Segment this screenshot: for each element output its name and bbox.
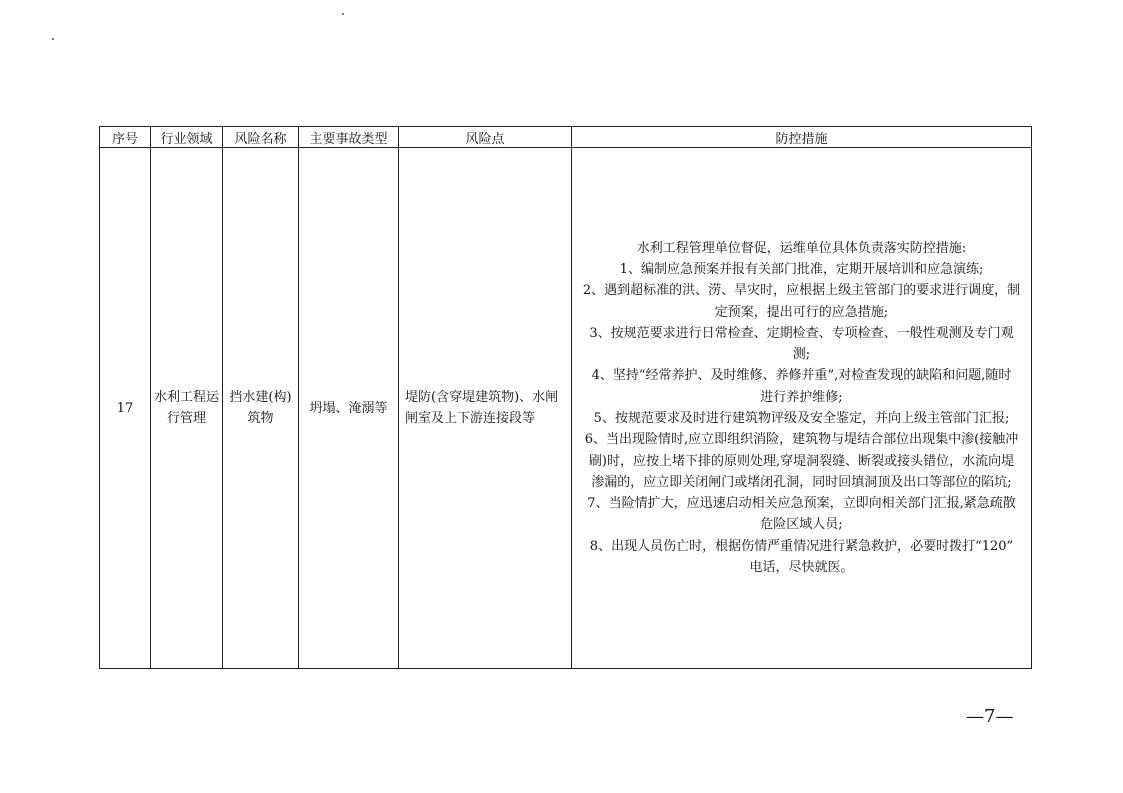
measure-line: 2、遇到超标准的洪、涝、旱灾时，应根据上级主管部门的要求进行调度，制 (582, 283, 1021, 299)
measure-line: 渗漏的，应立即关闭闸门或堵闭孔洞，同时回填洞顶及出口等部位的陷坑; (591, 474, 1012, 490)
measure-line: 定预案，提出可行的应急措施; (714, 304, 889, 320)
cell-measures (572, 148, 1032, 669)
scan-speck (52, 38, 54, 40)
header-industry: 行业领域 (151, 127, 223, 148)
header-risk-point: 风险点 (399, 127, 572, 148)
measure-line: 7、当险情扩大，应迅速启动相关应急预案，立即向相关部门汇报,紧急疏散 (587, 496, 1016, 512)
header-measures: 防控措施 (572, 127, 1032, 148)
measure-line: 5、按规范要求及时进行建筑物评级及安全鉴定，并向上级主管部门汇报; (593, 411, 1010, 426)
cell-industry: 水利工程运行管理 (151, 148, 223, 669)
header-index: 序号 (100, 127, 151, 148)
measure-line: 刷)时，应按上堵下排的原则处理,穿堤洞裂缝、断裂或接头错位，水流向堤 (588, 453, 1015, 469)
scan-speck (342, 13, 344, 15)
header-row (100, 127, 1032, 148)
measure-line: 电话，尽快就医。 (749, 560, 854, 576)
table-row (100, 148, 1032, 669)
measure-line: 水利工程管理单位督促，运维单位具体负责落实防控措施: (636, 240, 967, 256)
measure-line: 6、当出现险情时,应立即组织消险，建筑物与堤结合部位出现集中渗(接触冲 (584, 432, 1019, 448)
measure-line: 危险区域人员; (760, 517, 843, 533)
header-accident-type: 主要事故类型 (299, 127, 399, 148)
measure-line: 进行养护维修; (760, 389, 843, 405)
risk-control-table (99, 126, 1032, 669)
measure-line: 3、按规范要求进行日常检查、定期检查、专项检查、一般性观测及专门观 (589, 325, 1014, 341)
cell-risk-name: 挡水建(构)筑物 (223, 148, 299, 669)
cell-index: 17 (100, 148, 151, 669)
measure-line: 8、出现人员伤亡时，根据伤情严重情况进行紧急救护，必要时拨打“120” (589, 538, 1014, 554)
header-risk-name: 风险名称 (223, 127, 299, 148)
measure-line: 4、坚持“经常养护、及时维修、养修并重”,对检查发现的缺陷和问题,随时 (591, 368, 1012, 384)
measure-line: 1、编制应急预案并报有关部门批准，定期开展培训和应急演练; (619, 261, 984, 277)
cell-risk-point: 堤防(含穿堤建筑物)、水闸闸室及上下游连接段等 (399, 148, 572, 669)
page-number: —7— (966, 706, 1014, 727)
cell-accident-type: 坍塌、淹溺等 (299, 148, 399, 669)
measure-line: 测; (792, 347, 811, 363)
